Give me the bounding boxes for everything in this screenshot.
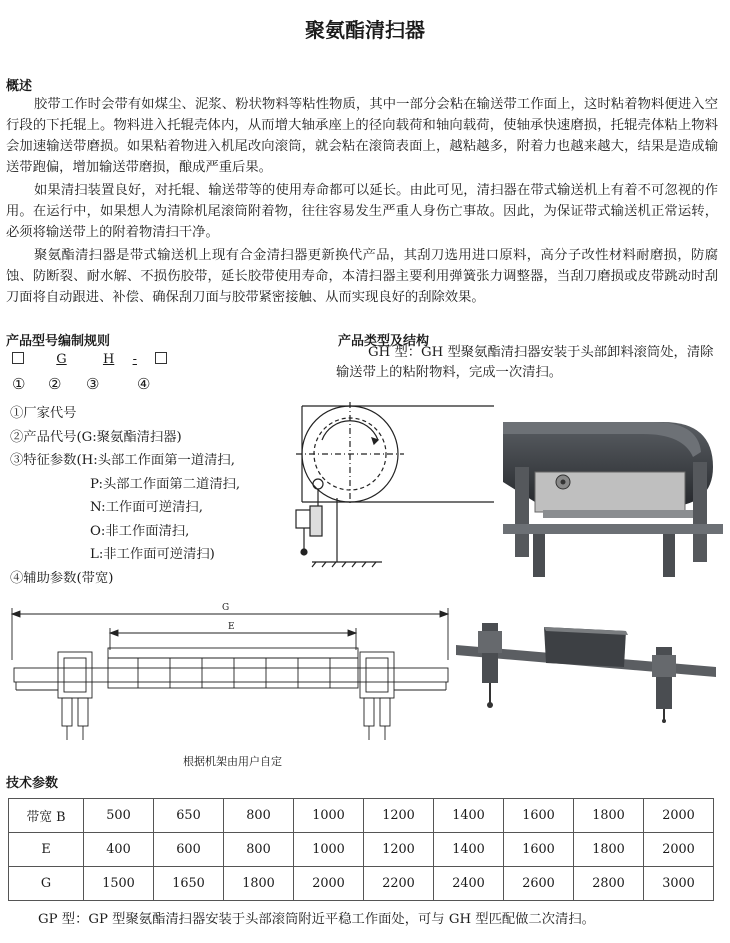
code-num-4: ④	[137, 375, 151, 393]
page-title: 聚氨酯清扫器	[305, 18, 425, 42]
structure-heading: 产品类型及结构	[338, 334, 430, 349]
table-cell: 2000	[294, 867, 364, 901]
table-row	[9, 799, 714, 833]
overview-paragraph-2: 如果清扫装置良好，对托辊、输送带等的使用寿命都可以延长。由此可见，清扫器在带式输送机上有着不可忽视的作用。在运行中，如果想人为清除机尾滚筒附着物，往往容易发生严重人身伤亡事故。因此，为保证带式输送机正常运转，必须将输送带上的附着物清扫干净。	[6, 183, 718, 240]
gh-description: GH 型：GH 型聚氨酯清扫器安装于头部卸料滚筒处，清除输送带上的粘附物料，完成一次清扫。	[336, 345, 714, 380]
table-cell: 1200	[364, 833, 434, 867]
code-dash: -	[132, 352, 137, 367]
table-cell: 1600	[504, 799, 574, 833]
table-cell: 1800	[224, 867, 294, 901]
model-code-line	[12, 352, 167, 367]
gp-footer-note: GP 型：GP 型聚氨酯清扫器安装于头部滚筒附近平稳工作面处，可与 GH 型匹配做二次清扫。	[38, 912, 595, 927]
table-row	[9, 867, 714, 901]
overview-paragraph-1: 胶带工作时会带有如煤尘、泥浆、粉状物料等粘性物质，其中一部分会粘在输送带工作面上，这时粘着物料便进入空行段的下托辊上。物料进入托辊壳体内，从而增大轴承座上的径向载荷和轴向载荷，使轴承快速磨损，托辊壳体粘上物料会加速输送带磨损。如果粘着物进入机尾改向滚筒，就会粘在滚筒表面上，越粘越多，附着力也越来越大，结果是造成输送带跑偏，增加输送带磨损，酿成严重后果。	[6, 97, 718, 175]
code-num-1: ①	[12, 375, 26, 393]
row-label: 带宽 B	[9, 799, 84, 833]
code-num-2: ②	[48, 375, 62, 393]
table-cell: 2200	[364, 867, 434, 901]
table-cell: 2800	[574, 867, 644, 901]
table-cell: 1400	[434, 833, 504, 867]
dimension-drawing	[8, 600, 454, 750]
drawing-caption: 根据机架由用户自定	[183, 755, 282, 768]
table-cell: 1800	[574, 799, 644, 833]
params-heading: 技术参数	[6, 776, 59, 791]
row-label: E	[9, 833, 84, 867]
table-cell: 3000	[644, 867, 714, 901]
table-cell: 1600	[504, 833, 574, 867]
row-label: G	[9, 867, 84, 901]
dim-e-label: E	[228, 622, 235, 632]
table-cell: 1200	[364, 799, 434, 833]
rule-item: ②产品代号(G:聚氨酯清扫器)	[10, 429, 182, 445]
table-cell: 1800	[574, 833, 644, 867]
table-cell: 800	[224, 799, 294, 833]
code-h: H	[102, 352, 115, 367]
table-cell: 400	[84, 833, 154, 867]
table-cell: 600	[154, 833, 224, 867]
table-cell: 500	[84, 799, 154, 833]
overview-paragraph-3: 聚氨酯清扫器是带式输送机上现有合金清扫器更新换代产品，其刮刀选用进口原料，高分子改性材料耐磨损，防腐蚀、防断裂、耐水解、不损伤胶带，延长胶带使用寿命，本清扫器主要利用弹簧张力调整器，当刮刀磨损或皮带跳动时刮刀面将自动跟进、补偿、确保刮刀面与胶带紧密接触、从而实现良好的刮除效果。	[6, 248, 718, 305]
rule-item: O:非工作面清扫,	[90, 523, 190, 539]
table-cell: 800	[224, 833, 294, 867]
table-cell: 2400	[434, 867, 504, 901]
code-num-3: ③	[86, 375, 100, 393]
rule-item: L:非工作面可逆清扫)	[90, 547, 215, 562]
table-cell: 1400	[434, 799, 504, 833]
model-rules-list	[10, 402, 240, 590]
placeholder-box-icon	[12, 352, 24, 364]
table-cell: 1650	[154, 867, 224, 901]
table-cell: 1500	[84, 867, 154, 901]
table-row	[9, 833, 714, 867]
table-cell: 2000	[644, 799, 714, 833]
code-g: G	[56, 352, 67, 367]
table-cell: 650	[154, 799, 224, 833]
table-cell: 2000	[644, 833, 714, 867]
table-cell: 1000	[294, 799, 364, 833]
rule-item: P:头部工作面第二道清扫,	[90, 476, 241, 492]
rule-item: ①厂家代号	[10, 406, 77, 421]
gp-scraper-photo	[456, 605, 726, 723]
rule-item: N:工作面可逆清扫,	[90, 500, 203, 515]
table-cell: 1000	[294, 833, 364, 867]
overview-heading: 概述	[6, 79, 33, 94]
table-cell: 2600	[504, 867, 574, 901]
rule-item: ④辅助参数(带宽)	[10, 570, 114, 586]
model-rules-heading: 产品型号编制规则	[6, 334, 111, 349]
dim-g-label: G	[222, 603, 230, 613]
rule-item: ③特征参数(H:头部工作面第一道清扫,	[10, 453, 235, 468]
gh-scraper-photo	[503, 412, 725, 582]
gh-installation-diagram	[282, 402, 494, 578]
placeholder-box-icon	[155, 352, 167, 364]
params-table	[8, 798, 714, 901]
